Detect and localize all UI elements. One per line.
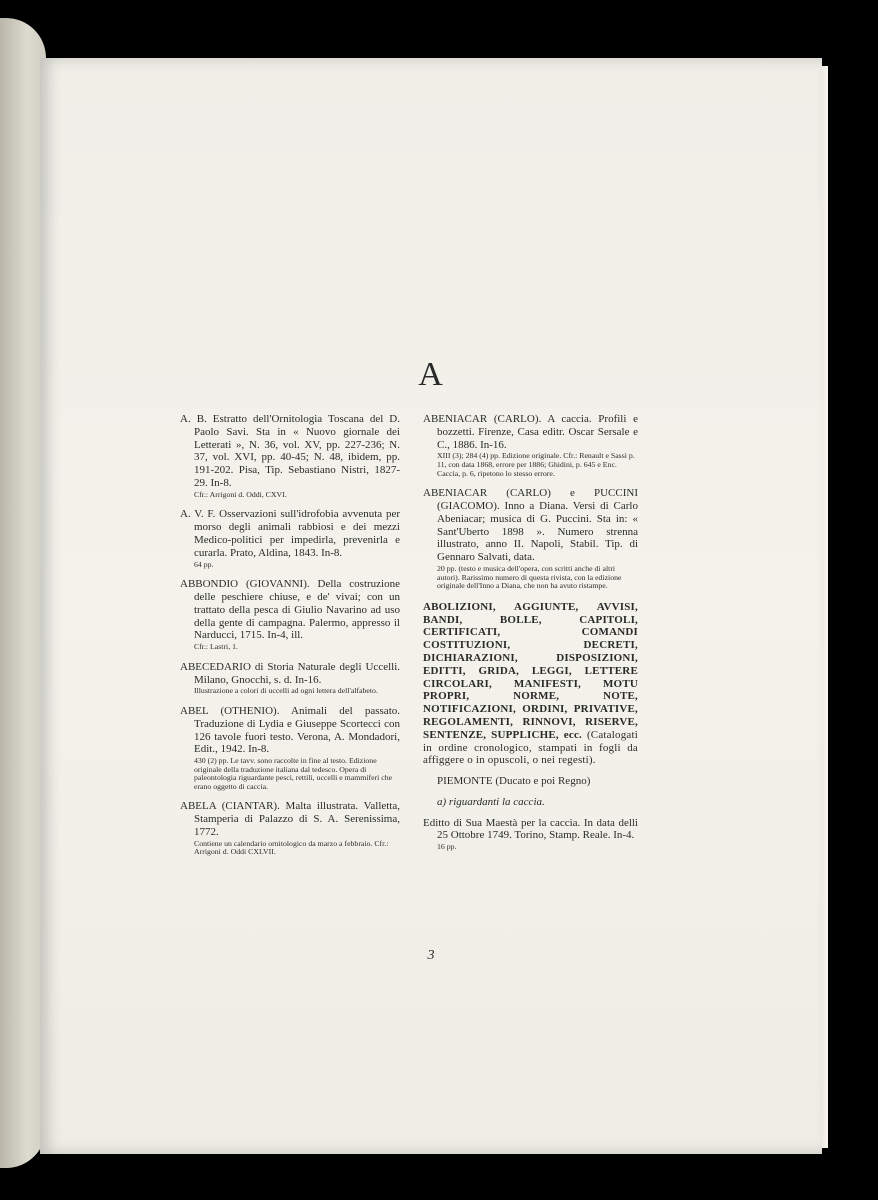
entry-text: ABENIACAR (CARLO) e PUCCINI (GIACOMO). Inno a Diana. Versi di Carlo Abeniacar; musica di G. Puccini. Sta in: « Sant'Uberto 1898 ». Numero strenna illustrato, anno II. Napoli, Stabil. Tip. di Gennaro Salvati, data.	[423, 487, 638, 564]
entry-note: 20 pp. (testo e musica dell'opera, con scritti anche di altri autori). Rarissimo numero di questa rivista, con la edizione originale dell'Inno a Diana, che non ha avuto ristampe.	[437, 563, 622, 591]
bibliography-entry	[180, 661, 400, 696]
bibliography-entry	[423, 413, 638, 478]
book-page	[40, 58, 822, 1154]
bibliography-entry	[180, 413, 400, 499]
entry-text: ABEL (OTHENIO). Animali del passato. Traduzione di Lydia e Giuseppe Scortecci con 126 tavole fuori testo. Verona, A. Mondadori, Edit., 1942. In-8.	[180, 704, 400, 756]
left-column	[180, 413, 400, 866]
entry-note: Cfr.: Lastri, 1.	[194, 642, 238, 652]
right-column	[423, 413, 638, 861]
bibliography-entry	[180, 800, 400, 857]
entry-text: ABENIACAR (CARLO). A caccia. Profili e bozzetti. Firenze, Casa editr. Oscar Sersale e C., 1886. In-16.	[423, 413, 638, 451]
entry-text: A. V. F. Osservazioni sull'idrofobia avvenuta per morso degli animali rabbiosi e dei mezzi Medico-politici per impedirla, prevenirla e curarla. Prato, Aldina, 1843. In-8.	[180, 508, 400, 559]
entry-note: Contiene un calendario ornitologico da marzo a febbraio. Cfr.: Arrigoni d. Oddi CXLVII.	[194, 838, 389, 857]
category-heading	[423, 601, 638, 767]
entry-note: Illustrazione a colori di uccelli ad ogni lettera dell'alfabeto.	[194, 686, 378, 696]
entry-note: Cfr.: Arrigoni d. Oddi, CXVI.	[194, 489, 287, 499]
entry-text: ABECEDARIO di Storia Naturale degli Uccelli. Milano, Gnocchi, s. d. In-16.	[180, 660, 400, 686]
entry-text: ABBONDIO (GIOVANNI). Della costruzione delle peschiere chiuse, e de' vivai; con un trattato della pesca di Giulio Navarino ad uso della gente di campagna. Palermo, appresso il Narducci, 1715. In-4, ill.	[180, 578, 400, 642]
entry-note: 16 pp.	[437, 842, 457, 852]
category-heading-title: ABOLIZIONI, AGGIUNTE, AVVISI, BANDI, BOLLE, CAPITOLI, CERTIFICATI, COMANDI COSTITUZIONI, DECRETI, DICHIARAZIONI, DISPOSIZIONI, EDITTI, GRIDA, LEGGI, LETTERE CIRCOLARI, MANIFESTI, MOTU PROPRI, NORME, NOTE, NOTIFICAZIONI, ORDINI, PRIVATIVE, REGOLAMENTI, RINNOVI, RISERVE, SENTENZE, SUPPLICHE, ecc.	[423, 600, 638, 741]
entry-note: 64 pp.	[194, 559, 214, 569]
entry-text: A. B. Estratto dell'Ornitologia Toscana del D. Paolo Savi. Sta in « Nuovo giornale dei Letterati », N. 36, vol. XV, pp. 227-236; N. 37, vol. XVI, pp. 40-45; N. 48, ibidem, pp. 191-202. Pisa, Tip. Sebastiano Nistri, 1827-29. In-8.	[180, 413, 400, 489]
bibliography-entry	[180, 705, 400, 792]
subsection-text: a) riguardanti la caccia.	[437, 795, 545, 808]
entry-text: Editto di Sua Maestà per la caccia. In data delli 25 Ottobre 1749. Torino, Stamp. Reale. In-4.	[423, 816, 638, 842]
region-label: PIEMONTE (Ducato e poi Regno)	[437, 775, 591, 788]
bibliography-entry	[423, 487, 638, 591]
subsection-label	[437, 796, 638, 809]
bibliography-entry	[180, 578, 400, 652]
category-heading-description: (Catalogati in ordine cronologico, stampati in fogli da affiggere o in opuscoli, o nei regesti).	[423, 728, 639, 767]
page-number: 3	[427, 948, 435, 963]
bibliography-entry	[423, 817, 638, 852]
section-letter: A	[418, 356, 444, 393]
bibliography-entry	[180, 508, 400, 569]
entry-note: XIII (3); 284 (4) pp. Edizione originale. Cfr.: Renault e Sassi p. 11, con data 1868, errore per 1886; Ghidini, p. 645 e Enc. Caccia, p. 6, ripetono lo stesso errore.	[437, 451, 635, 478]
entry-text: ABELA (CIANTAR). Malta illustrata. Valletta, Stamperia di Palazzo di S. A. Serenissima, 1772.	[180, 800, 400, 839]
entry-note: 430 (2) pp. Le tavv. sono raccolte in fine al testo. Edizione originale della traduzione italiana dal tedesco. Opera di paleontologia riguardante pesci, rettili, uccelli e mammiferi che erano oggetto di caccia.	[194, 756, 393, 791]
